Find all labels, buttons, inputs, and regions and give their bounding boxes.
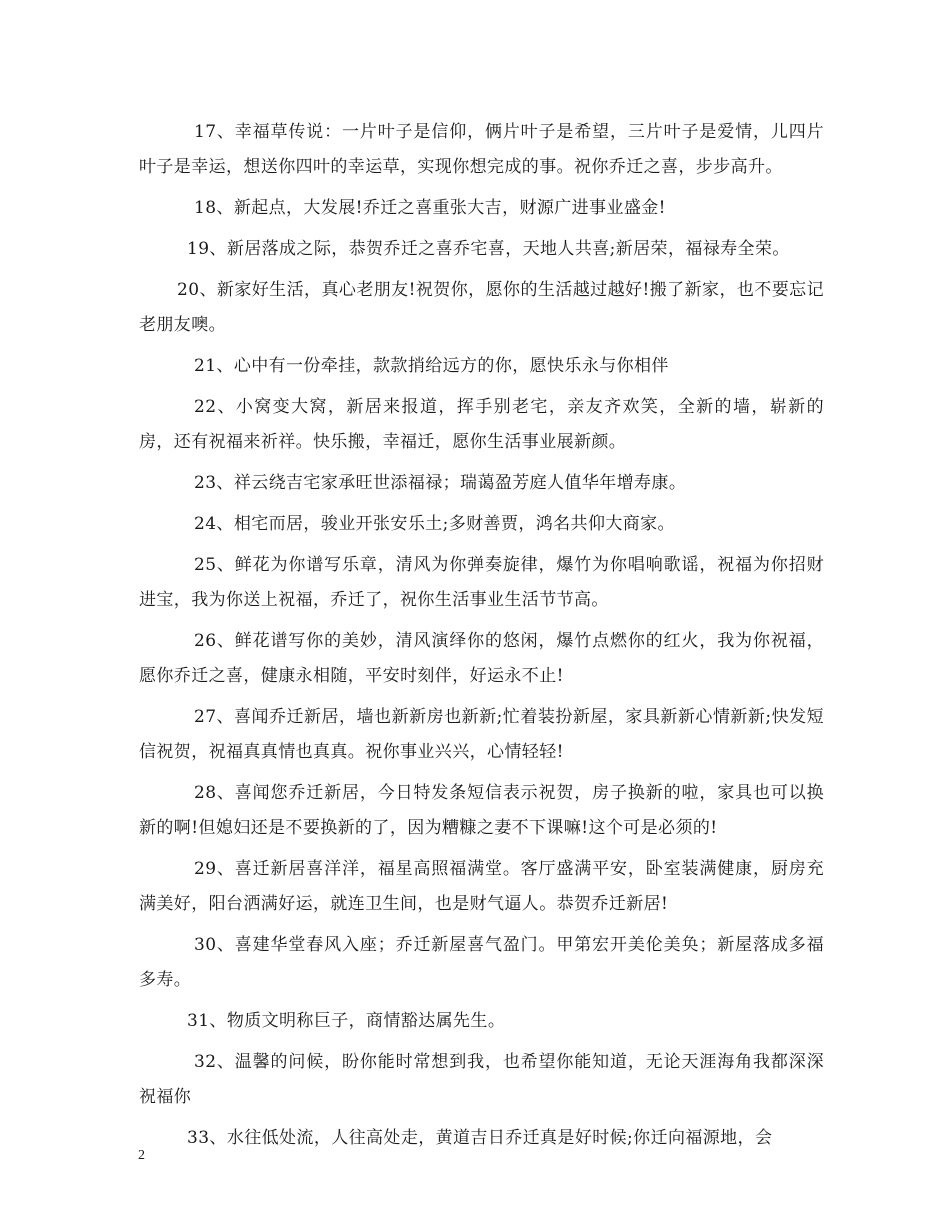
paragraph-24: 24、相宅而居，骏业开张安乐土;多财善贾，鸿名共仰大商家。	[194, 514, 675, 534]
paragraph-18: 18、新起点，大发展!乔迁之喜重张大吉，财源广进事业盛金!	[194, 198, 666, 218]
paragraph-30: 30、喜建华堂春风入座；乔迁新屋喜气盈门。甲第宏开美伦美奂；新屋落成多福多寿。	[139, 935, 824, 990]
paragraph-32: 32、温馨的问候，盼你能时常想到我，也希望你能知道，无论天涯海角我都深深祝福你	[139, 1052, 824, 1107]
paragraph-29: 29、喜迁新居喜洋洋，福星高照福满堂。客厅盛满平安，卧室装满健康，厨房充满美好，阳台洒满好运，就连卫生间，也是财气逼人。恭贺乔迁新居!	[139, 859, 824, 914]
paragraph-31: 31、物质文明称巨子，商情豁达属先生。	[187, 1011, 506, 1031]
paragraph-27: 27、喜闻乔迁新居，墙也新新房也新新;忙着装扮新屋，家具新新心情新新;快发短信祝贺，祝福真真情也真真。祝你事业兴兴，心情轻轻!	[139, 707, 824, 762]
paragraph-17: 17、幸福草传说：一片叶子是信仰，俩片叶子是希望，三片叶子是爱情，儿四片叶子是幸运，想送你四叶的幸运草，实现你想完成的事。祝你乔迁之喜，步步高升。	[139, 122, 824, 177]
paragraph-28: 28、喜闻您乔迁新居，今日特发条短信表示祝贺，房子换新的啦，家具也可以换新的啊!但媳妇还是不要换新的了，因为糟糠之妻不下课嘛!这个可是必须的!	[139, 783, 824, 838]
paragraph-23: 23、祥云绕吉宅家承旺世添福禄；瑞蔼盈芳庭人值华年增寿康。	[194, 473, 687, 493]
document-body	[139, 115, 824, 1162]
paragraph-25: 25、鲜花为你谱写乐章，清风为你弹奏旋律，爆竹为你唱响歌谣，祝福为你招财进宝，我为你送上祝福，乔迁了，祝你生活事业生活节节高。	[139, 555, 824, 610]
paragraph-33: 33、水往低处流，人往高处走，黄道吉日乔迁真是好时候;你迁向福源地，会	[187, 1128, 773, 1148]
page-number: 2	[138, 1148, 145, 1163]
paragraph-26: 26、鲜花谱写你的美妙，清风演绎你的悠闲，爆竹点燃你的红火，我为你祝福，愿你乔迁之喜，健康永相随，平安时刻伴，好运永不止!	[139, 631, 824, 686]
paragraph-21: 21、心中有一份牵挂，款款捎给远方的你，愿快乐永与你相伴	[194, 356, 669, 376]
paragraph-19: 19、新居落成之际，恭贺乔迁之喜乔宅喜，天地人共喜;新居荣，福禄寿全荣。	[187, 239, 790, 259]
paragraph-20: 20、新家好生活，真心老朋友!祝贺你，愿你的生活越过越好!搬了新家，也不要忘记老朋友噢。	[139, 280, 824, 335]
paragraph-22: 22、小窝变大窝，新居来报道，挥手别老宅，亲友齐欢笑，全新的墙，崭新的房，还有祝福来祈祥。快乐搬，幸福迁，愿你生活事业展新颜。	[139, 397, 824, 452]
